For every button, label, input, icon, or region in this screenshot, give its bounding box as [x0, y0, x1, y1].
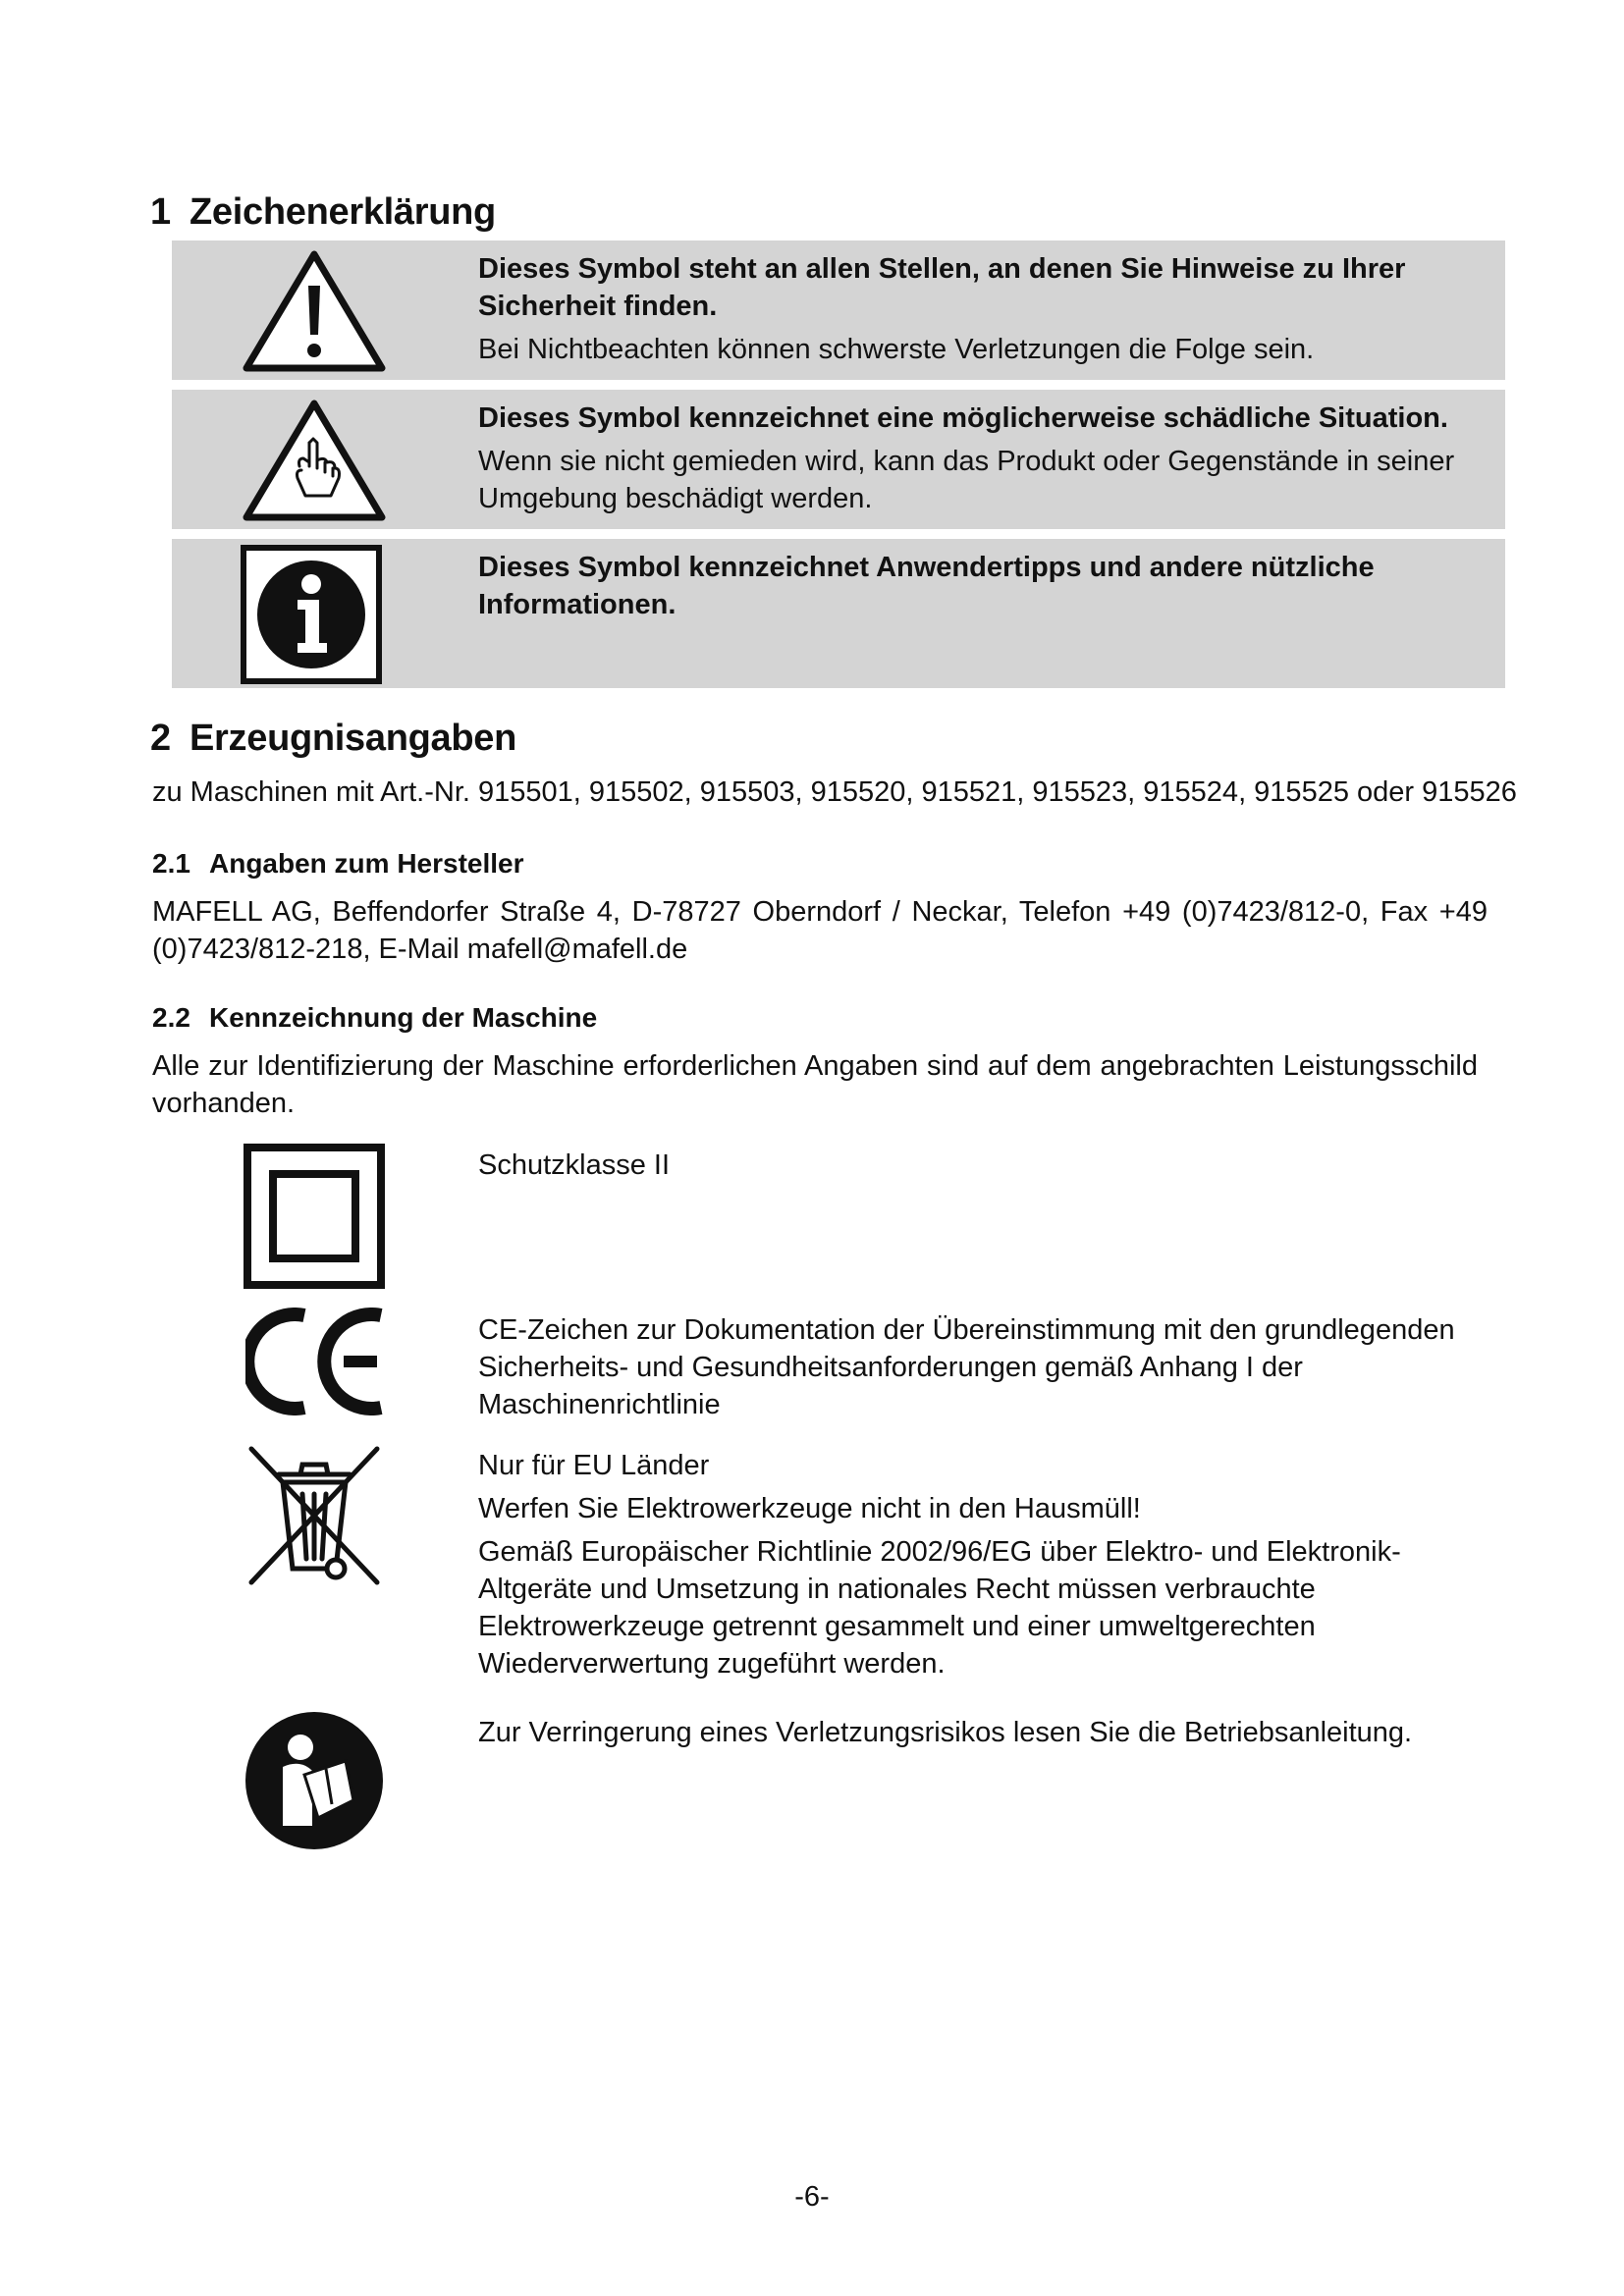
article-numbers: zu Maschinen mit Art.-Nr. 915501, 915502, 915503, 915520, 915521, 915523, 915524, 915525 oder 915526	[152, 776, 1517, 808]
section-number: 1	[150, 191, 171, 233]
mark-line: Gemäß Europäischer Richtlinie 2002/96/EG über Elektro- und Elektronik- Altgeräte und Umsetzung in nationales Recht müssen verbrauchte Elektrowerkzeuge getrennt gesammelt und einer umweltgerechten Wiederverwertung zugeführt werden.	[478, 1536, 1401, 1680]
symbol-row-warning	[172, 240, 1505, 380]
read-manual-icon	[244, 1710, 385, 1851]
symbol-description	[478, 250, 1476, 368]
subsection-number: 2.1	[152, 848, 190, 879]
crossed-bin-icon	[245, 1443, 383, 1588]
mark-line: Werfen Sie Elektrowerkzeuge nicht in den Hausmüll!	[478, 1493, 1141, 1524]
mark-description	[478, 1147, 1519, 1190]
section-title: Erzeugnisangaben	[189, 718, 517, 759]
mark-line: Nur für EU Länder	[478, 1450, 710, 1481]
subsection-title: Kennzeichnung der Maschine	[209, 1002, 598, 1033]
mark-line: CE-Zeichen zur Dokumentation der Übereinstimmung mit den grundlegenden Sicherheits- und Gesundheitsanforderungen gemäß Anhang I der Maschinenrichtlinie	[478, 1314, 1455, 1420]
symbol-description-text: Bei Nichtbeachten können schwerste Verletzungen die Folge sein.	[478, 334, 1315, 365]
mark-description	[478, 1714, 1519, 1757]
mark-description	[478, 1447, 1499, 1688]
symbol-description-bold: Dieses Symbol steht an allen Stellen, an denen Sie Hinweise zu Ihrer Sicherheit finden.	[478, 253, 1406, 322]
icon-cell	[172, 390, 457, 529]
section-number: 2	[150, 718, 171, 759]
symbol-row-caution	[172, 390, 1505, 529]
symbol-row-info	[172, 539, 1505, 688]
section-title: Zeichenerklärung	[189, 191, 496, 233]
subsection-number: 2.2	[152, 1002, 190, 1033]
machine-identification-text: Alle zur Identifizierung der Maschine erforderlichen Angaben sind auf dem angebrachten Leistungsschild vorhanden.	[152, 1050, 1478, 1119]
symbol-legend-table	[172, 240, 1505, 698]
symbol-description-bold: Dieses Symbol kennzeichnet Anwendertipps und andere nützliche Informationen.	[478, 552, 1375, 620]
section-2-heading	[150, 718, 516, 760]
subsection-2-1-heading	[152, 848, 524, 880]
page-number: -6-	[794, 2181, 830, 2213]
section-1-heading	[150, 191, 496, 234]
caution-hand-triangle-icon	[241, 398, 388, 523]
subsection-title: Angaben zum Hersteller	[209, 848, 524, 879]
subsection-2-2-heading	[152, 1002, 597, 1034]
icon-cell	[172, 240, 457, 380]
symbol-description-bold: Dieses Symbol kennzeichnet eine möglicherweise schädliche Situation.	[478, 402, 1448, 434]
manufacturer-info: MAFELL AG, Beffendorfer Straße 4, D-78727 Oberndorf / Neckar, Telefon +49 (0)7423/812-0, Fax +49 (0)7423/812-218, E-Mail mafell@mafell.de	[152, 896, 1488, 965]
protection-class-ii-icon	[244, 1144, 385, 1289]
symbol-description	[478, 549, 1476, 629]
symbol-description-text: Wenn sie nicht gemieden wird, kann das Produkt oder Gegenstände in seiner Umgebung beschädigt werden.	[478, 446, 1455, 514]
ce-mark-icon	[245, 1308, 387, 1415]
warning-triangle-icon	[241, 248, 388, 374]
icon-cell	[172, 539, 457, 688]
info-icon	[241, 545, 382, 684]
mark-line: Schutzklasse II	[478, 1149, 671, 1181]
mark-description	[478, 1311, 1460, 1429]
mark-line: Zur Verringerung eines Verletzungsrisikos lesen Sie die Betriebsanleitung.	[478, 1717, 1413, 1748]
symbol-description	[478, 400, 1476, 517]
